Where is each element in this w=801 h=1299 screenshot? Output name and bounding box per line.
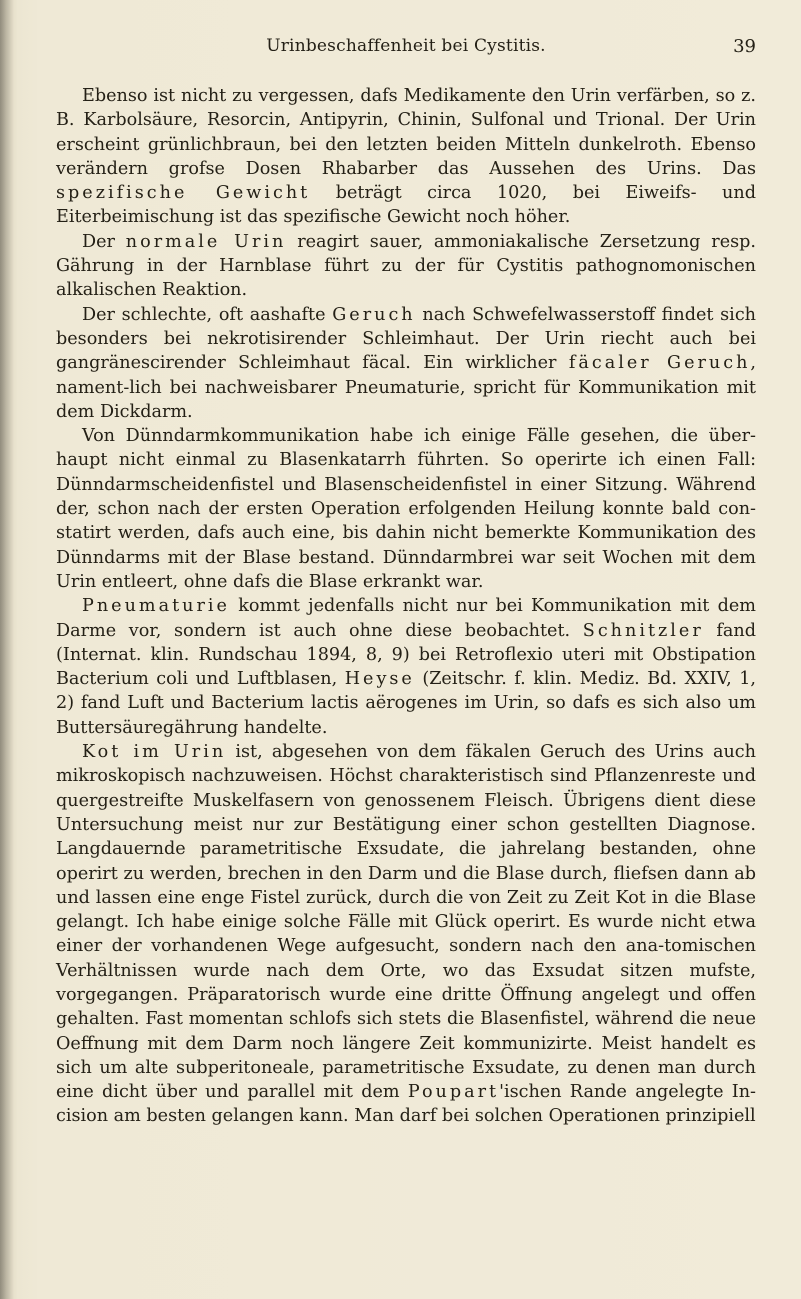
emphasized-term: Poupart (407, 1082, 500, 1103)
text-segment: fand (Internat. klin. Rundschau 1894, 8, 9) bei Retroflexio uteri mit Obstipation Bacterium coli und Luftblasen, (56, 620, 756, 690)
emphasized-term: Geruch (332, 304, 416, 325)
paragraph (56, 303, 756, 424)
text-segment: Von Dünndarmkommunikation habe ich einige Fälle gesehen, die über-haupt nicht einmal zu Blasenkatarrh führten. So operirte ich einen Fall: Dünndarmscheidenfistel und Blasenscheidenfistel in einer Sitzung. Während der, schon nach der ersten Operation erfolgenden Heilung konnte bald con-statirt werden, dafs auch eine, bis dahin nicht bemerkte Kommunikation des Dünndarms mit der Blase bestand. Dünndarmbrei war seit Wochen mit dem Urin entleert, ohne dafs die Blase erkrankt war. (56, 426, 756, 592)
paragraph (56, 84, 756, 230)
text-segment: Ebenso ist nicht zu vergessen, dafs Medikamente den Urin verfärben, so z. B. Karbolsäure, Resorcin, Antipyrin, Chinin, Sulfonal und Trional. Der Urin erscheint grünlichbraun, bei den letzten beiden Mitteln dunkelroth. Ebenso verändern grofse Dosen Rhabarber das Aussehen des Urins. Das (56, 86, 756, 179)
paragraph (56, 230, 756, 303)
text-segment: nach Schwefelwasserstoff findet sich besonders bei nekrotisirender Schleimhaut. Der Urin riecht auch bei gangränescirender Schleimhaut fäcal. Ein wirklicher (56, 304, 756, 374)
emphasized-term: Pneumaturie (82, 596, 230, 617)
paragraph (56, 424, 756, 594)
text-segment: Der (82, 231, 126, 252)
body-text (56, 84, 756, 1129)
page-number: 39 (733, 36, 756, 57)
emphasized-term: Heyse (344, 669, 415, 690)
emphasized-term: normale Urin (125, 231, 287, 252)
emphasized-term: Schnitzler (582, 620, 704, 641)
running-title: Urinbeschaffenheit bei Cystitis. (266, 36, 546, 56)
page-header (56, 36, 756, 62)
paragraph (56, 740, 756, 1129)
text-segment: (Zeitschr. f. klin. Mediz. Bd. XXIV, 1, 2) fand Luft und Bacterium lactis aërogenes im Urin, so dafs es sich also um Buttersäuregährung handelte. (56, 669, 756, 738)
text-segment: reagirt sauer, ammoniakalische Zersetzung resp. Gährung in der Harnblase führt zu der für Cystitis pathognomonischen alkalischen Reaktion. (56, 231, 756, 301)
emphasized-term: Kot im Urin (82, 742, 227, 763)
text-segment: ist, abgesehen von dem fäkalen Geruch des Urins auch mikroskopisch nachzuweisen. Höchst charakteristisch sind Pflanzenreste und quergestreifte Muskelfasern von genossenem Fleisch. Übrigens dient diese Untersuchung meist nur zur Bestätigung einer schon gestellten Diagnose. Langdauernde parametritische Exsudate, die jahrelang bestanden, ohne operirt zu werden, brechen in den Darm und die Blase durch, fliefsen dann ab und lassen eine enge Fistel zurück, durch die von Zeit zu Zeit Kot in die Blase gelangt. Ich habe einige solche Fälle mit Glück operirt. Es wurde nicht etwa einer der vorhandenen Wege aufgesucht, sondern nach den ana-tomischen Verhältnissen wurde nach dem Orte, wo das Exsudat sitzen mufste, vorgegangen. Präparatorisch wurde eine dritte Öffnung angelegt und offen gehalten. Fast momentan schlofs sich stets die Blasenfistel, während die neue Oeffnung mit dem Darm noch längere Zeit kommunizirte. Meist handelt es sich um alte subperitoneale, parametritische Exsudate, zu denen man durch eine dicht über und parallel mit dem (56, 742, 756, 1103)
text-segment: Der schlechte, oft aashafte (82, 304, 333, 325)
text-segment: , nament-lich bei nachweisbarer Pneumaturie, spricht für Kommunikation mit dem Dickdarm. (56, 353, 757, 422)
text-segment: 'ischen Rande angelegte In-cision am besten gelangen kann. Man darf bei solchen Operationen prinzipiell (56, 1082, 756, 1127)
text-segment: kommt jedenfalls nicht nur bei Kommunikation mit dem Darme vor, sondern ist auch ohne diese beobachtet. (56, 596, 756, 641)
paragraph (56, 594, 756, 740)
text-segment: beträgt circa 1020, bei Eiweifs- und Eiterbeimischung ist das spezifische Gewicht noch höher. (56, 183, 756, 228)
binding-shadow (0, 0, 14, 1299)
emphasized-term: spezifische Gewicht (56, 183, 311, 204)
emphasized-term: fäcaler Geruch (568, 353, 751, 374)
